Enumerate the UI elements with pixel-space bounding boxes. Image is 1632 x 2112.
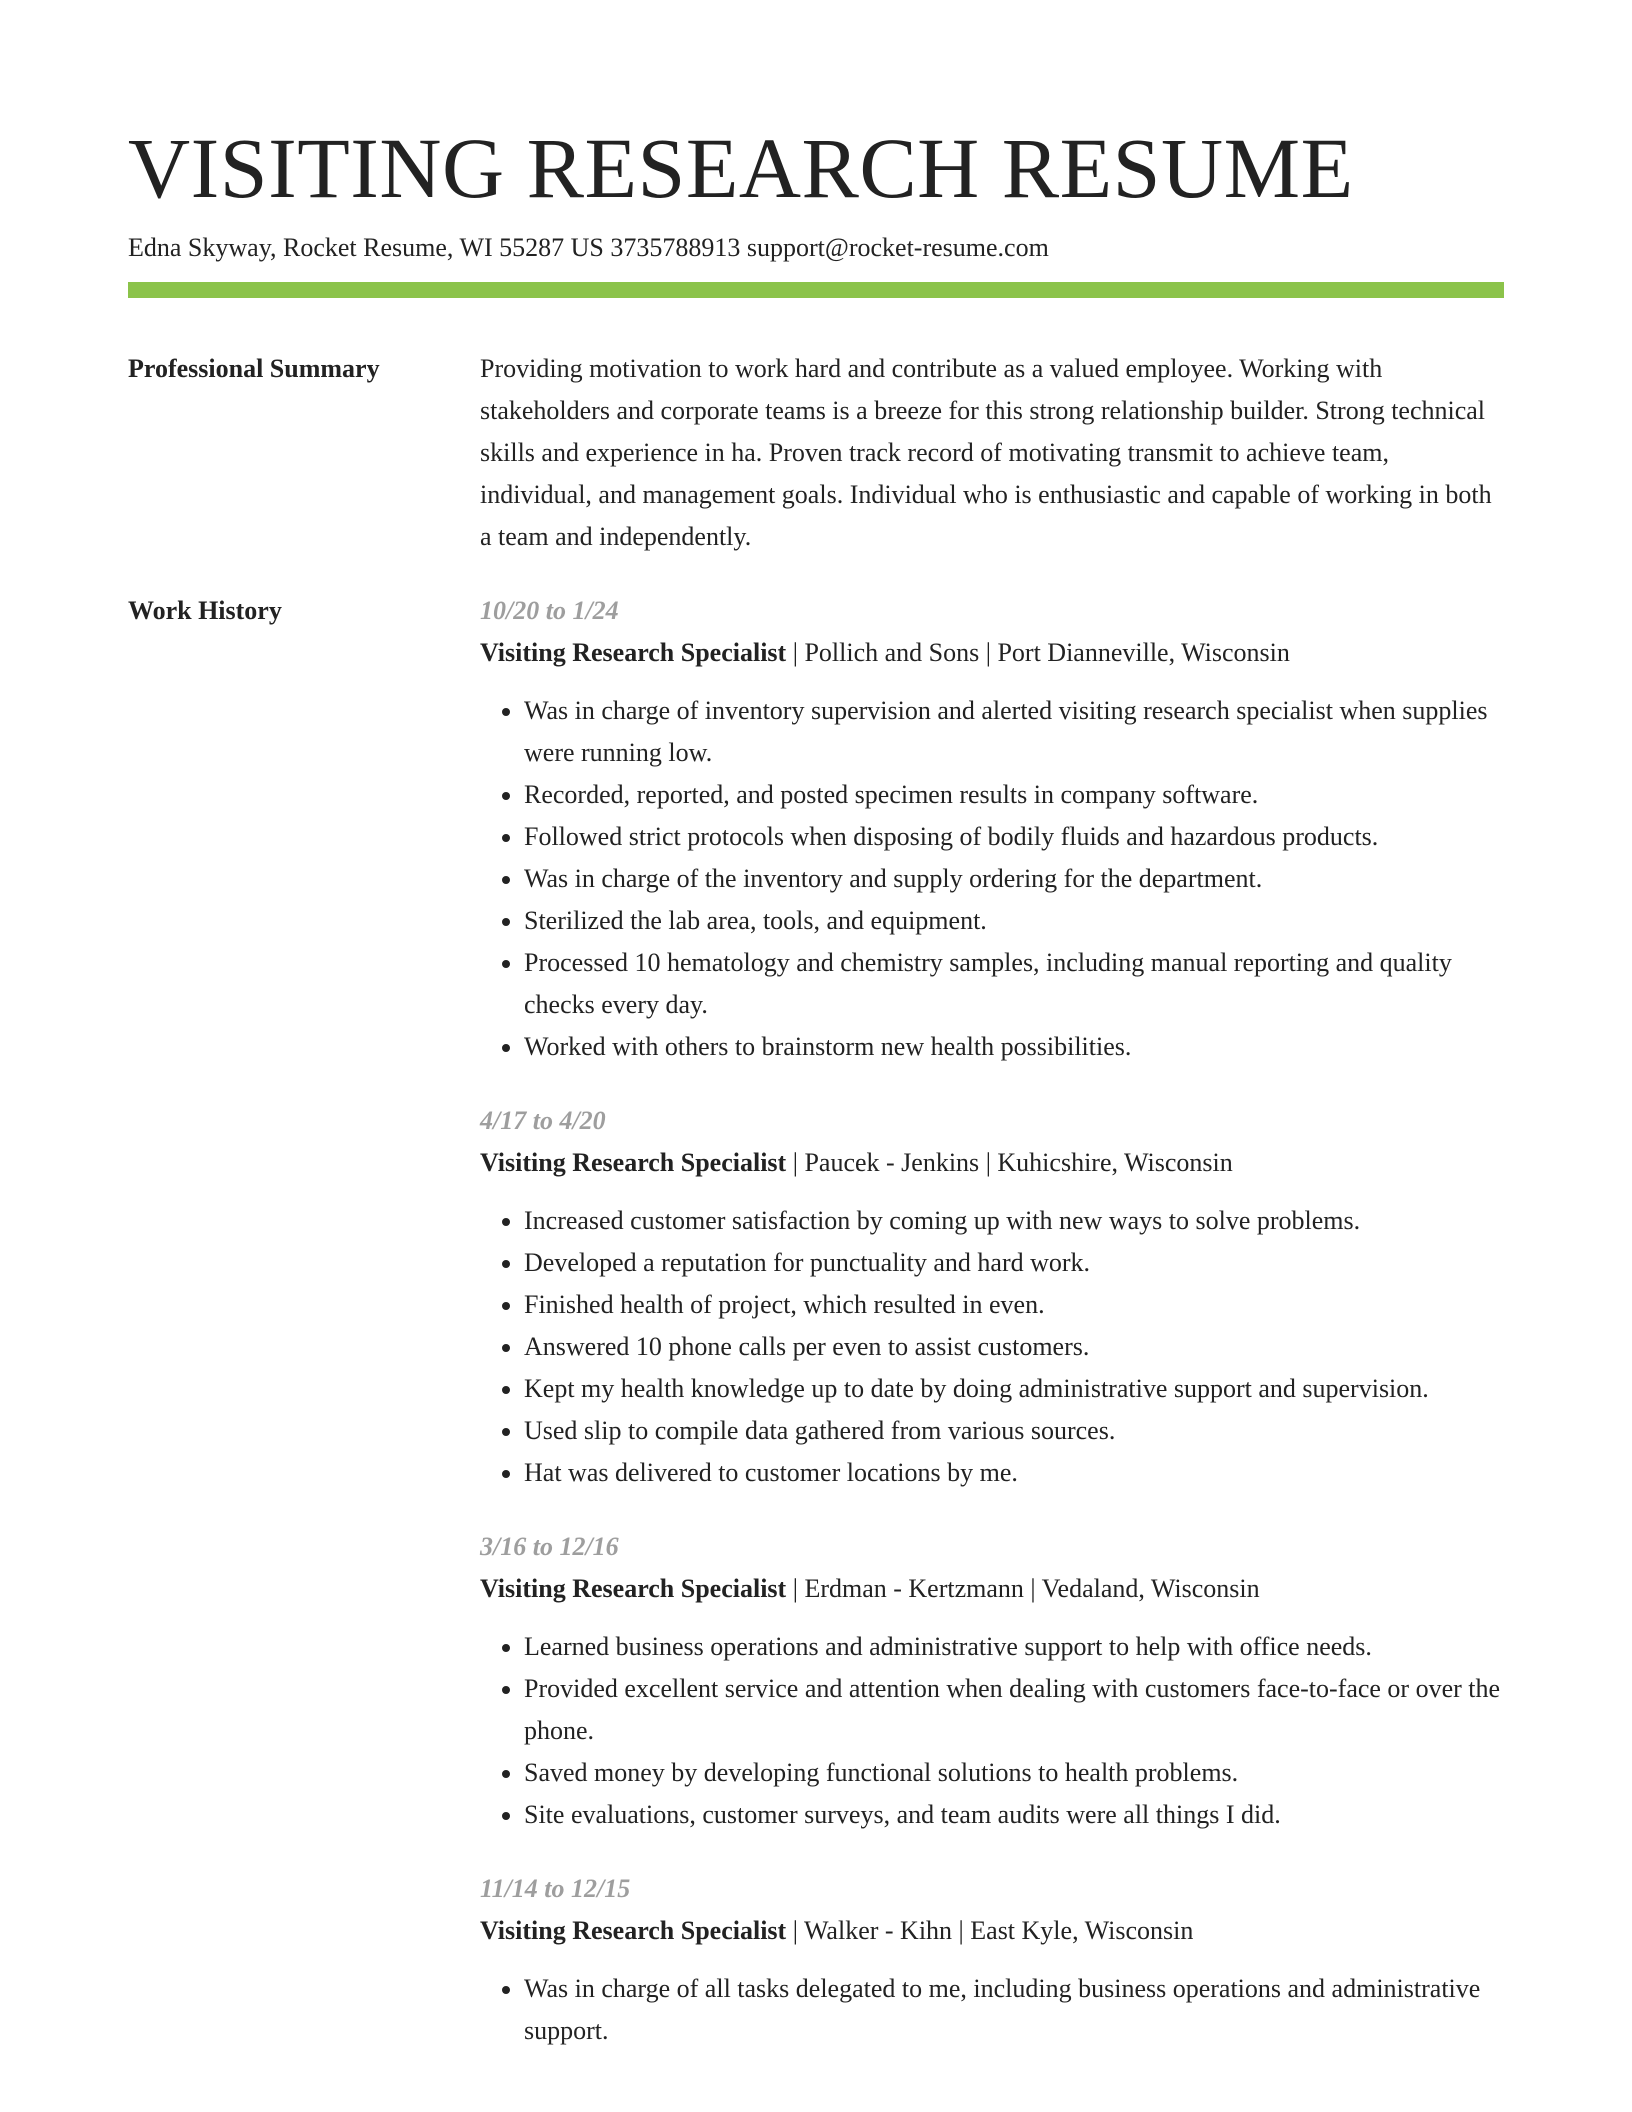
job-company: Walker - Kihn xyxy=(803,1916,953,1945)
summary-body xyxy=(480,348,1504,558)
job-bullet: • Learned business operations and administrative support to help with office needs. xyxy=(524,1626,1504,1668)
job-bullet: • Sterilized the lab area, tools, and equipment. xyxy=(524,900,1504,942)
job-location: Port Dianneville, Wisconsin xyxy=(997,638,1290,667)
job-separator: | xyxy=(786,1148,805,1177)
job-dates: 4/17 to 4/20 xyxy=(480,1106,606,1135)
job-bullet: • Was in charge of all tasks delegated to me, including business operations and administrative support. xyxy=(524,1968,1504,2052)
job-bullet-list xyxy=(480,1626,1504,1836)
job-entry xyxy=(480,590,1504,1068)
job-bullet: • Finished health of project, which resulted in even. xyxy=(524,1284,1504,1326)
summary-text: Providing motivation to work hard and contribute as a valued employee. Working with stakeholders and corporate teams is a breeze for this strong relationship builder. Strong technical skills and experience in ha. Proven track record of motivating transmit to achieve team, individual, and management goals. Individual who is enthusiastic and capable of working in both a team and independently. xyxy=(480,354,1492,551)
job-dates: 3/16 to 12/16 xyxy=(480,1532,619,1561)
job-bullet: • Recorded, reported, and posted specimen results in company software. xyxy=(524,774,1504,816)
job-bullet: • Hat was delivered to customer locations by me. xyxy=(524,1452,1504,1494)
job-bullet: • Used slip to compile data gathered from various sources. xyxy=(524,1410,1504,1452)
job-bullet: • Followed strict protocols when disposing of bodily fluids and hazardous products. xyxy=(524,816,1504,858)
job-bullet-list xyxy=(480,690,1504,1068)
job-separator: | xyxy=(979,638,998,667)
job-location: Vedaland, Wisconsin xyxy=(1041,1574,1260,1603)
job-bullet-list xyxy=(480,1200,1504,1494)
job-separator: | xyxy=(979,1148,998,1177)
job-bullet-list xyxy=(480,1968,1504,2052)
job-separator: | xyxy=(786,1916,804,1945)
resume-title: VISITING RESEARCH RESUME xyxy=(128,120,1354,216)
job-bullet: • Kept my health knowledge up to date by doing administrative support and supervision. xyxy=(524,1368,1504,1410)
job-location: East Kyle, Wisconsin xyxy=(970,1916,1194,1945)
job-bullet: • Developed a reputation for punctuality and hard work. xyxy=(524,1242,1504,1284)
job-title: Visiting Research Specialist xyxy=(480,1148,787,1177)
job-separator: | xyxy=(952,1916,971,1945)
header-divider xyxy=(128,282,1504,298)
job-heading xyxy=(480,1910,1504,1952)
professional-summary-section xyxy=(128,348,1504,558)
job-title: Visiting Research Specialist xyxy=(480,638,787,667)
contact-line: Edna Skyway, Rocket Resume, WI 55287 US 3735788913 support@rocket-resume.com xyxy=(128,233,1049,262)
section-label-summary: Professional Summary xyxy=(128,354,380,383)
job-separator: | xyxy=(786,638,805,667)
work-history-section xyxy=(128,590,1504,2084)
job-entry xyxy=(480,1868,1504,2052)
job-entry xyxy=(480,1526,1504,1836)
job-bullet: • Was in charge of inventory supervision and alerted visiting research specialist when supplies were running low. xyxy=(524,690,1504,774)
job-company: Paucek - Jenkins xyxy=(804,1148,980,1177)
job-separator: | xyxy=(1023,1574,1042,1603)
job-company: Erdman - Kertzmann xyxy=(804,1574,1024,1603)
job-bullet: • Was in charge of the inventory and supply ordering for the department. xyxy=(524,858,1504,900)
job-bullet: • Answered 10 phone calls per even to assist customers. xyxy=(524,1326,1504,1368)
job-location: Kuhicshire, Wisconsin xyxy=(997,1148,1233,1177)
job-heading xyxy=(480,632,1504,674)
section-label-work-history: Work History xyxy=(128,596,282,625)
job-heading xyxy=(480,1142,1504,1184)
job-title: Visiting Research Specialist xyxy=(480,1574,787,1603)
job-dates: 11/14 to 12/15 xyxy=(480,1874,631,1903)
job-bullet: • Processed 10 hematology and chemistry samples, including manual reporting and quality checks every day. xyxy=(524,942,1504,1026)
job-heading xyxy=(480,1568,1504,1610)
job-bullet: • Site evaluations, customer surveys, and team audits were all things I did. xyxy=(524,1794,1504,1836)
work-history-body xyxy=(480,590,1504,2084)
job-bullet: • Provided excellent service and attention when dealing with customers face-to-face or over the phone. xyxy=(524,1668,1504,1752)
job-entry xyxy=(480,1100,1504,1494)
job-title: Visiting Research Specialist xyxy=(480,1916,787,1945)
job-separator: | xyxy=(786,1574,805,1603)
job-bullet: • Worked with others to brainstorm new health possibilities. xyxy=(524,1026,1504,1068)
resume-page xyxy=(128,0,1504,2084)
job-bullet: • Increased customer satisfaction by coming up with new ways to solve problems. xyxy=(524,1200,1504,1242)
job-bullet: • Saved money by developing functional solutions to health problems. xyxy=(524,1752,1504,1794)
job-company: Pollich and Sons xyxy=(804,638,980,667)
job-dates: 10/20 to 1/24 xyxy=(480,596,619,625)
